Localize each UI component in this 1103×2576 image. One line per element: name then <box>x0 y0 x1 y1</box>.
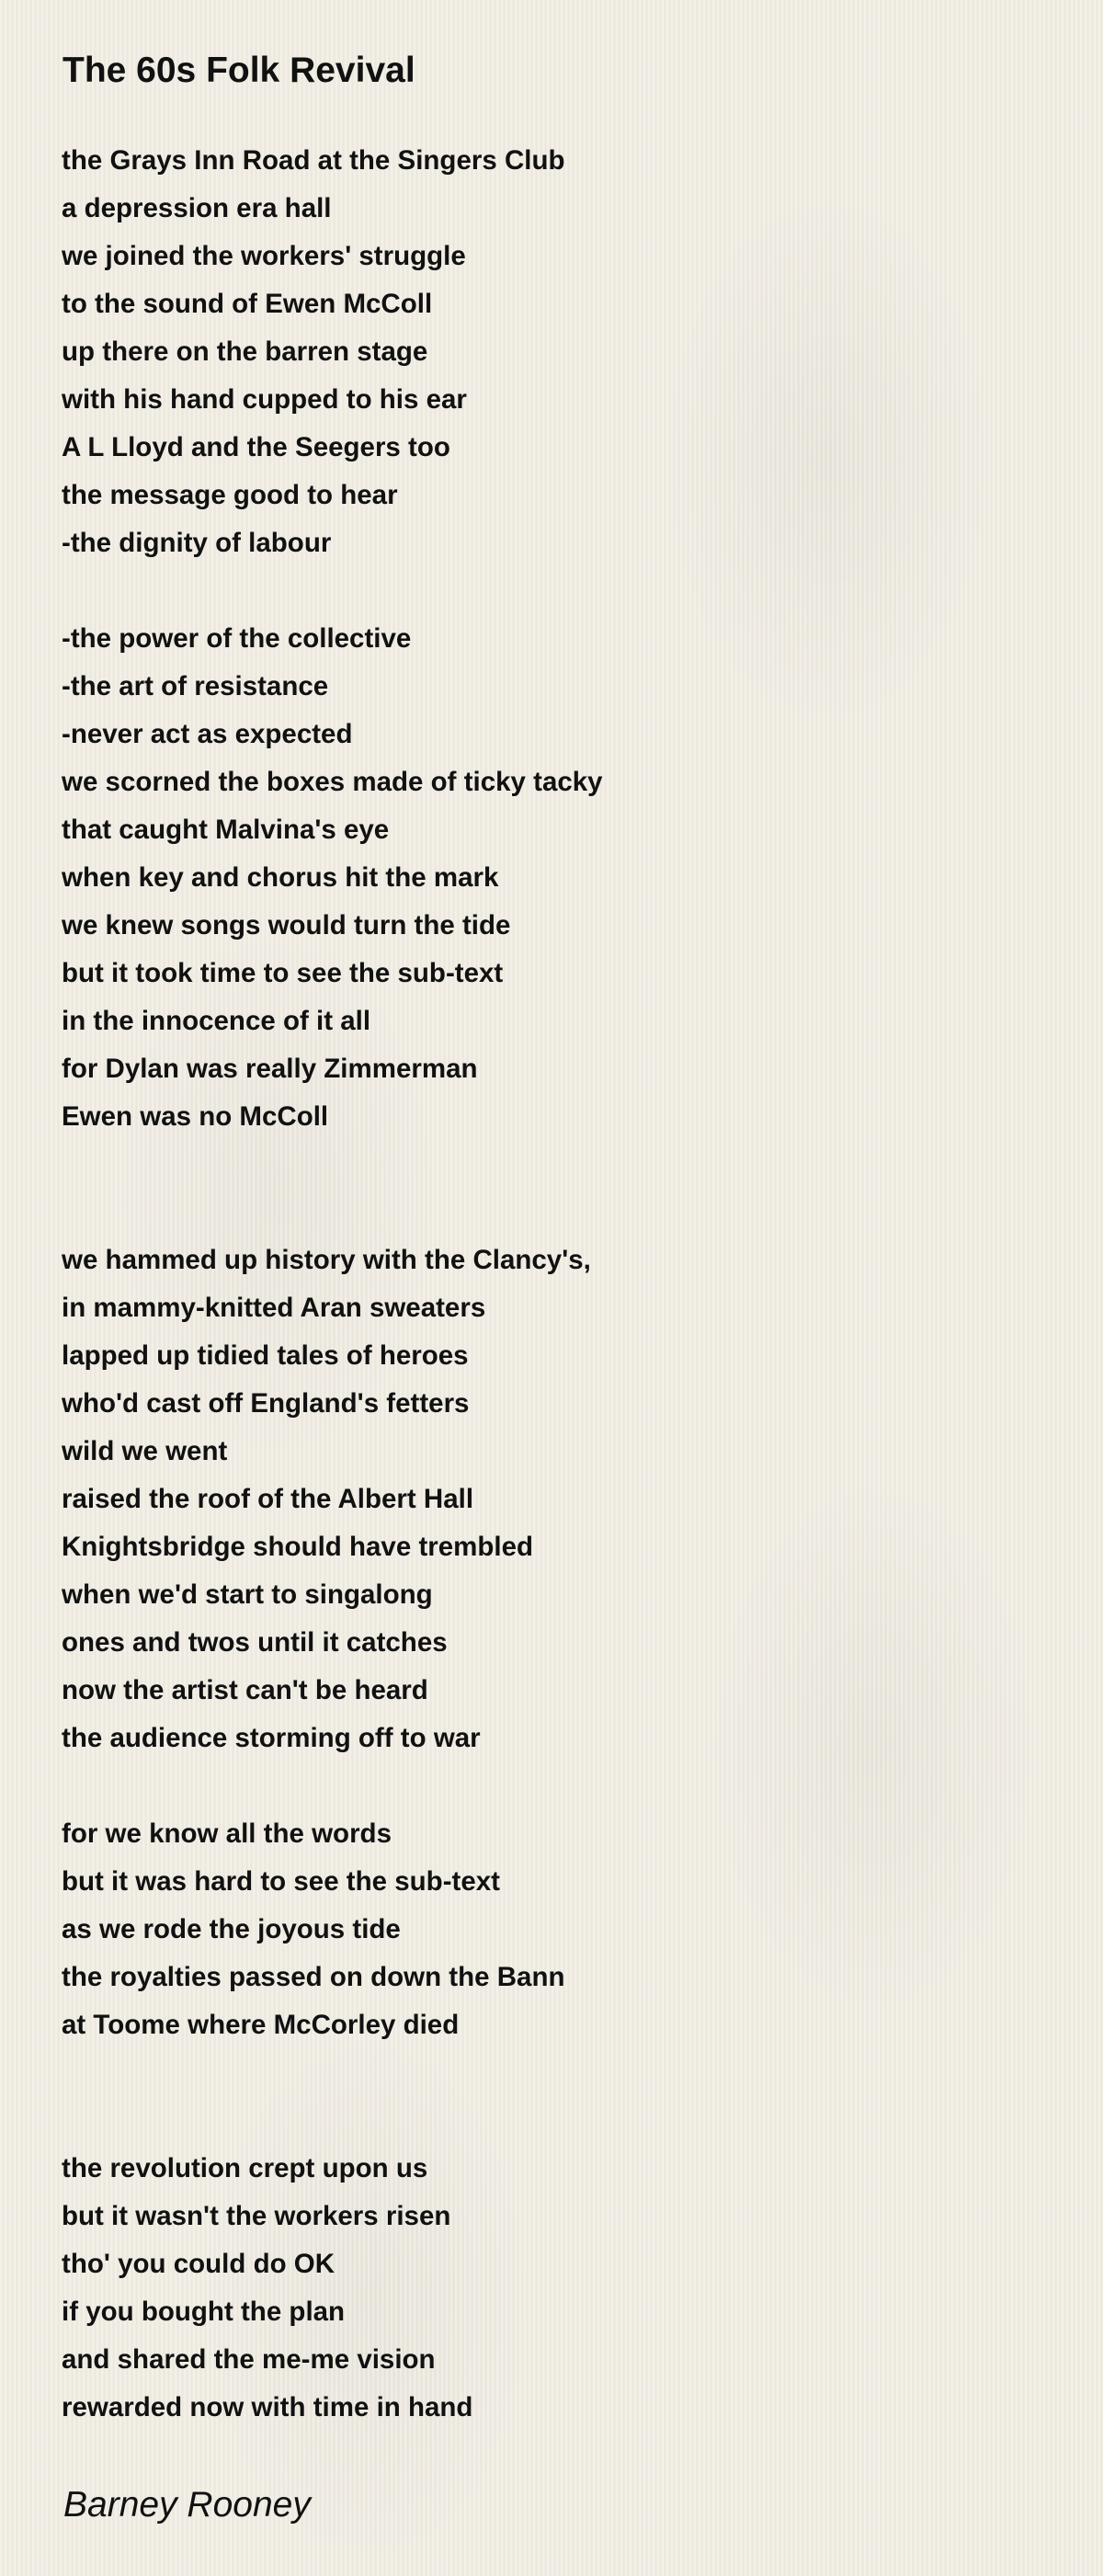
poem-author: Barney Rooney <box>63 2485 311 2525</box>
poem-line: that caught Malvina's eye <box>62 815 390 845</box>
poem-line: when we'd start to singalong <box>62 1579 433 1610</box>
stanza-break <box>62 1141 603 1189</box>
stanza-break <box>62 1189 603 1237</box>
poem-line: for we know all the words <box>62 1818 392 1849</box>
poem-line: we joined the workers' struggle <box>62 241 466 271</box>
poem-line: the Grays Inn Road at the Singers Club <box>62 145 565 176</box>
poem-line: lapped up tidied tales of heroes <box>62 1340 469 1371</box>
poem-line: at Toome where McCorley died <box>62 2010 460 2040</box>
poem-line: ones and twos until it catches <box>62 1627 448 1658</box>
poem-line: as we rode the joyous tide <box>62 1914 401 1944</box>
poem-line: for Dylan was really Zimmerman <box>62 1054 478 1084</box>
poem-line: but it wasn't the workers risen <box>62 2201 451 2231</box>
poem-line: -the art of resistance <box>62 671 329 701</box>
poem-line: in the innocence of it all <box>62 1006 371 1036</box>
stanza <box>62 2145 603 2432</box>
poem-line: and shared the me-me vision <box>62 2344 436 2375</box>
poem-line: with his hand cupped to his ear <box>62 384 467 415</box>
poem-line: who'd cast off England's fetters <box>62 1388 470 1419</box>
poem-line: the audience storming off to war <box>62 1723 481 1753</box>
poem-line: we scorned the boxes made of ticky tacky <box>62 767 603 797</box>
stanza-break <box>62 567 603 615</box>
poem-title: The 60s Folk Revival <box>63 51 415 90</box>
poem-line: to the sound of Ewen McColl <box>62 289 433 319</box>
poem-line: in mammy-knitted Aran sweaters <box>62 1293 486 1323</box>
poem-line: -the power of the collective <box>62 623 412 654</box>
stanza-break <box>62 2049 603 2097</box>
poem-line: if you bought the plan <box>62 2297 346 2327</box>
stanza <box>62 1810 603 2049</box>
stanza <box>62 615 603 1141</box>
poem-line: now the artist can't be heard <box>62 1675 428 1705</box>
poem-line: but it took time to see the sub-text <box>62 958 504 988</box>
poem-line: we knew songs would turn the tide <box>62 910 511 940</box>
stanza-break <box>62 2097 603 2145</box>
poem-line: wild we went <box>62 1436 228 1466</box>
stanza-break <box>62 1762 603 1810</box>
poem-line: when key and chorus hit the mark <box>62 862 499 893</box>
poem-line: -never act as expected <box>62 719 353 749</box>
poem-line: tho' you could do OK <box>62 2249 335 2279</box>
poem-line: rewarded now with time in hand <box>62 2392 473 2422</box>
poem-line: -the dignity of labour <box>62 528 332 558</box>
poem-line: a depression era hall <box>62 193 332 223</box>
poem-line: raised the roof of the Albert Hall <box>62 1484 474 1514</box>
poem-body <box>62 137 603 2432</box>
poem-line: up there on the barren stage <box>62 336 428 367</box>
poem-line: we hammed up history with the Clancy's, <box>62 1245 591 1275</box>
poem-line: Knightsbridge should have trembled <box>62 1532 534 1562</box>
stanza <box>62 1237 603 1762</box>
poem-line: but it was hard to see the sub-text <box>62 1866 500 1897</box>
poem-line: A L Lloyd and the Seegers too <box>62 432 450 462</box>
poem-line: the message good to hear <box>62 480 398 510</box>
poem-line: Ewen was no McColl <box>62 1101 329 1132</box>
poem-line: the royalties passed on down the Bann <box>62 1962 565 1992</box>
poem-line: the revolution crept upon us <box>62 2153 428 2183</box>
stanza <box>62 137 603 567</box>
